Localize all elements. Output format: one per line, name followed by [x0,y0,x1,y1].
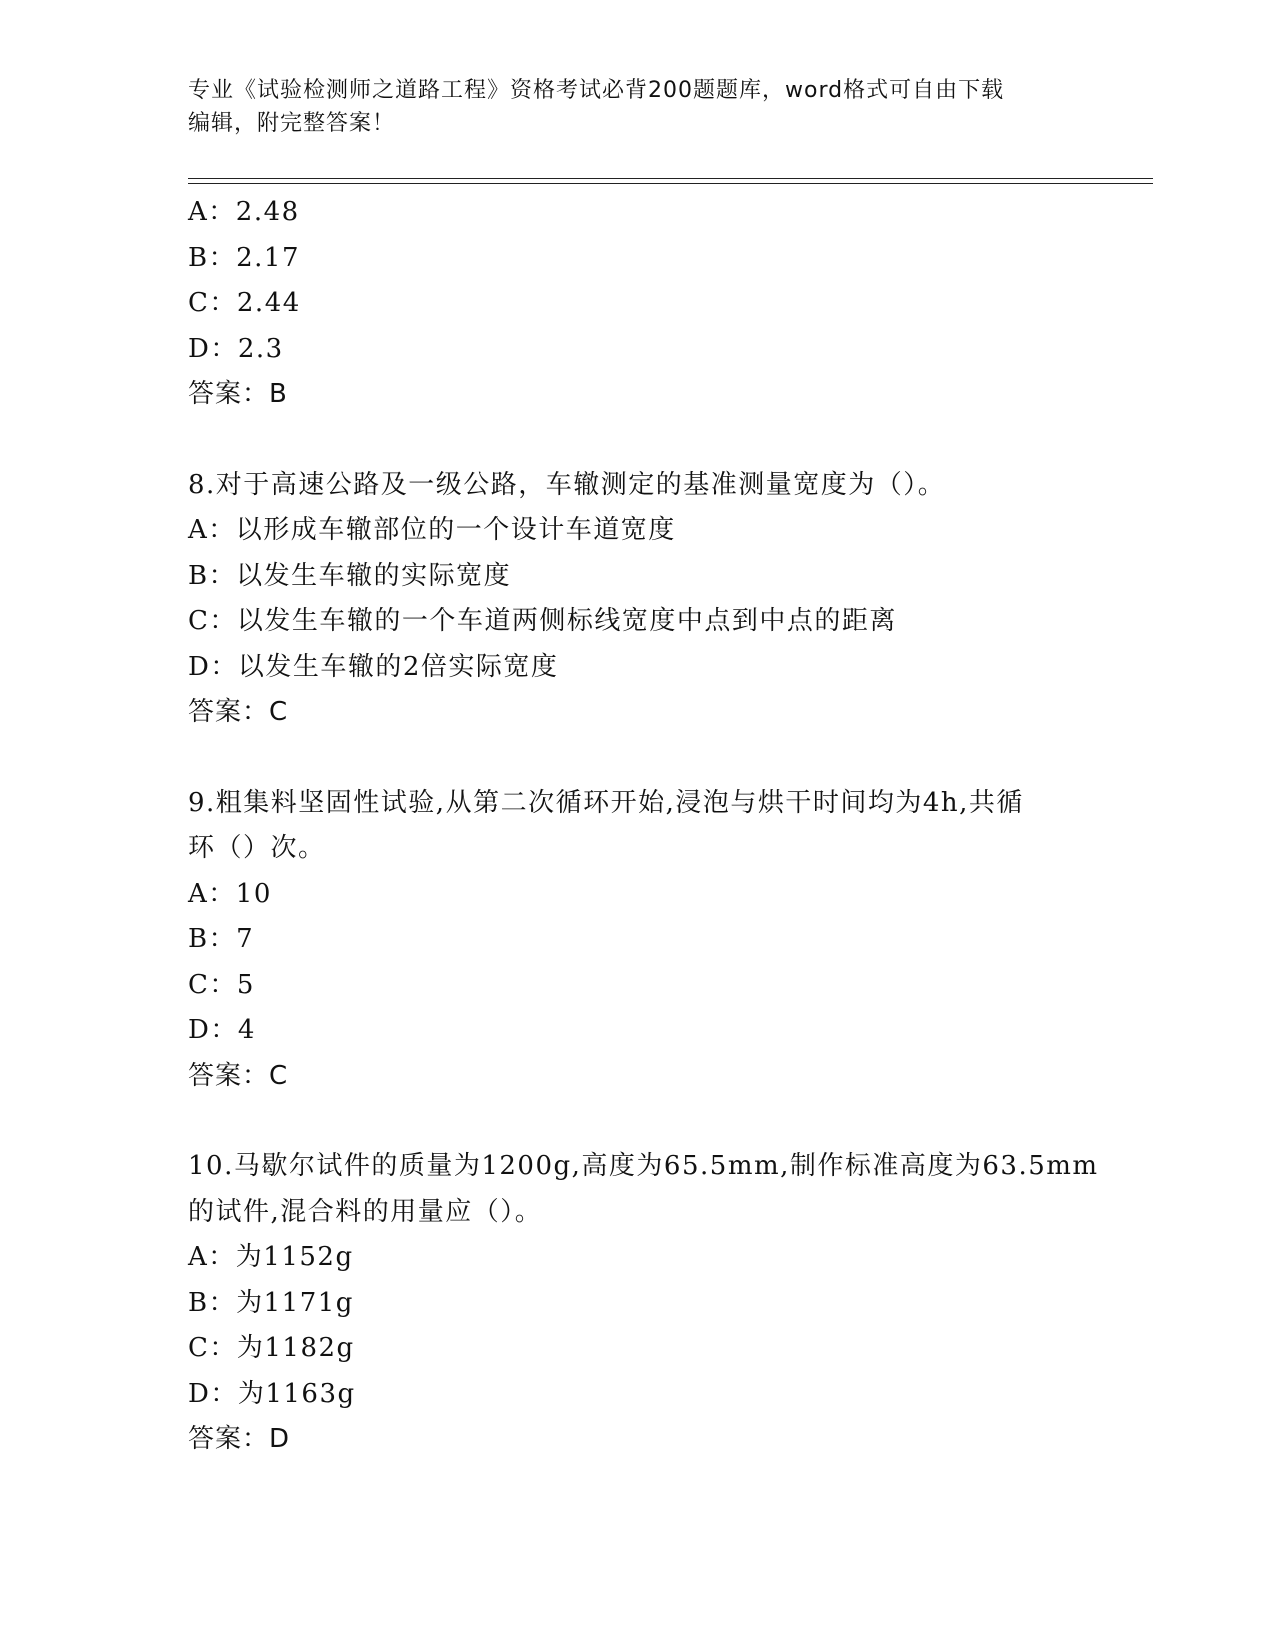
option-c: C：以发生车辙的一个车道两侧标线宽度中点到中点的距离 [188,606,897,636]
option-c: C：为1182g [188,1333,355,1363]
option-d: D：4 [188,1015,256,1045]
option-d: D：2.3 [188,333,284,364]
option-a: A：2.48 [188,197,300,227]
option-b: B：2.17 [188,242,300,273]
question-text: 8.对于高速公路及一级公路，车辙测定的基准测量宽度为（）。 [188,469,946,500]
option-b: B：为1171g [188,1287,354,1318]
question-content [188,190,1099,1463]
option-a: A：为1152g [188,1242,354,1272]
answer-line: 答案：C [188,1060,289,1091]
question-text-line-1: 9.粗集料坚固性试验,从第二次循环开始,浸泡与烘干时间均为4h,共循 [188,787,1024,818]
answer-line: 答案：C [188,697,289,727]
document-header [188,74,1088,140]
header-rule-top [188,178,1153,179]
option-c: C：2.44 [188,288,301,318]
question-text-line-2: 的试件,混合料的用量应（）。 [188,1196,543,1227]
option-b: B：以发生车辙的实际宽度 [188,560,512,591]
question-10 [188,1144,1099,1463]
answer-line: 答案：B [188,379,288,409]
option-d: D：为1163g [188,1378,356,1409]
question-text-line-1: 10.马歇尔试件的质量为1200g,高度为65.5mm,制作标准高度为63.5mm [188,1151,1099,1181]
question-7 [188,190,1088,418]
option-a: A：10 [188,878,272,909]
option-d: D：以发生车辙的2倍实际宽度 [188,651,559,682]
header-line-2: 编辑，附完整答案！ [188,111,396,136]
option-a: A：以形成车辙部位的一个设计车道宽度 [188,515,676,545]
question-text-line-2: 环（）次。 [188,833,326,863]
option-c: C：5 [188,969,255,1000]
header-line-1: 专业《试验检测师之道路工程》资格考试必背200题题库，word格式可自由下载 [188,78,1005,103]
question-8 [188,463,1088,736]
option-b: B：7 [188,924,255,954]
question-9 [188,781,1088,1100]
header-rule-bottom [188,183,1153,184]
answer-line: 答案：D [188,1424,291,1454]
